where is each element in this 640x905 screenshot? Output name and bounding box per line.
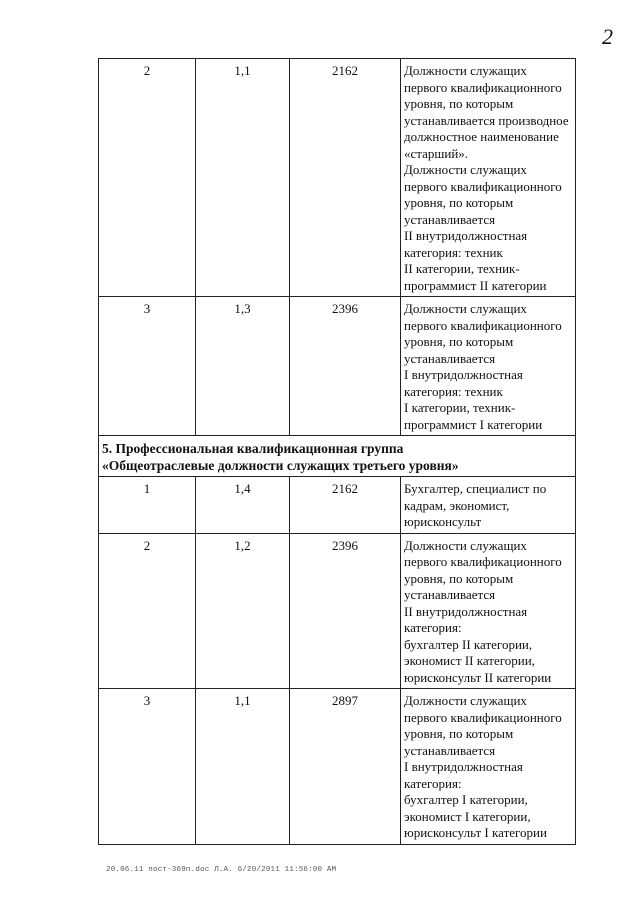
description-line: кадрам, экономист, — [404, 497, 510, 513]
level-cell: 3 — [99, 297, 196, 436]
description-line: категория: техник — [404, 383, 503, 399]
table-row — [99, 477, 576, 534]
description-line: экономист II категории, — [404, 653, 535, 668]
group-header-line2: «Общеотраслевые должности служащих третьего уровня» — [102, 458, 459, 473]
description-line: категория: — [404, 620, 462, 635]
rows-bottom — [99, 477, 576, 845]
description-line: I категории, техник- — [404, 400, 516, 415]
description-line: уровня, по которым — [404, 195, 514, 210]
coefficient-cell: 1,4 — [196, 477, 290, 534]
description-line: II категории, техник- — [404, 261, 520, 276]
description-cell — [401, 477, 576, 534]
description-line: устанавливается — [404, 587, 496, 602]
description-line: уровня, по которым — [404, 726, 514, 741]
table-row — [99, 689, 576, 845]
description-line: уровня, по которым — [404, 334, 514, 349]
description-line: первого квалификационного — [404, 178, 562, 194]
coefficient-cell: 1,2 — [196, 533, 290, 689]
description-line: бухгалтер II категории, — [404, 636, 533, 652]
description-line: первого квалификационного — [404, 79, 562, 95]
description-line: уровня, по которым — [404, 570, 514, 586]
description-line: категория: техник — [404, 244, 503, 260]
table-row — [99, 533, 576, 689]
description-cell — [401, 689, 576, 845]
table-row — [99, 297, 576, 436]
description-line: Должности служащих — [404, 693, 527, 708]
page-number: 2 — [602, 24, 613, 49]
description-line: бухгалтер I категории, — [404, 792, 528, 807]
description-line: устанавливается производное — [404, 112, 569, 128]
description-line: устанавливается — [404, 350, 496, 366]
coefficient-cell: 1,1 — [196, 59, 290, 297]
description-line: категория: — [404, 775, 462, 791]
description-line: юрисконсульт I категории — [404, 825, 547, 840]
group-header-row — [99, 436, 576, 477]
description-line: первого квалификационного — [404, 709, 562, 725]
salary-cell: 2162 — [290, 477, 401, 534]
salary-cell: 2396 — [290, 297, 401, 436]
group-header-line1: 5. Профессиональная квалификационная группа — [102, 441, 404, 456]
level-cell: 3 — [99, 689, 196, 845]
level-cell: 1 — [99, 477, 196, 534]
description-line: устанавливается — [404, 742, 496, 758]
description-line: II внутридолжностная — [404, 603, 528, 619]
description-cell — [401, 533, 576, 689]
table-row — [99, 59, 576, 297]
description-cell — [401, 297, 576, 436]
description-line: «старший». — [404, 145, 469, 161]
description-cell — [401, 59, 576, 297]
group-header-section — [99, 436, 576, 477]
description-line: I внутридолжностная — [404, 367, 523, 382]
level-cell: 2 — [99, 59, 196, 297]
coefficient-cell: 1,1 — [196, 689, 290, 845]
level-cell: 2 — [99, 533, 196, 689]
group-header-cell — [99, 436, 576, 477]
description-line: уровня, по которым — [404, 96, 514, 111]
description-line: Бухгалтер, специалист по — [404, 481, 547, 496]
salary-cell: 2162 — [290, 59, 401, 297]
description-line: должностное наименование — [404, 129, 559, 144]
description-line: первого квалификационного — [404, 317, 562, 333]
description-line: устанавливается — [404, 211, 496, 227]
description-line: юрисконсульт II категории — [404, 669, 552, 685]
description-line: программист II категории — [404, 277, 547, 293]
salary-cell: 2897 — [290, 689, 401, 845]
description-line: программист I категории — [404, 416, 543, 432]
description-line: Должности служащих — [404, 162, 527, 177]
description-line: Должности служащих — [404, 537, 527, 553]
description-line: первого квалификационного — [404, 554, 562, 569]
description-line: I внутридолжностная — [404, 759, 523, 774]
document-footer: 20.06.11 пост-369п.doc Л.А. 6/20/2011 11:56:00 AM — [106, 866, 337, 874]
description-line: Должности служащих — [404, 63, 527, 78]
salary-table — [98, 58, 576, 845]
description-line: экономист I категории, — [404, 808, 531, 824]
description-line: Должности служащих — [404, 301, 527, 316]
rows-top — [99, 59, 576, 436]
description-line: юрисконсульт — [404, 514, 482, 529]
coefficient-cell: 1,3 — [196, 297, 290, 436]
salary-cell: 2396 — [290, 533, 401, 689]
description-line: II внутридолжностная — [404, 228, 528, 243]
